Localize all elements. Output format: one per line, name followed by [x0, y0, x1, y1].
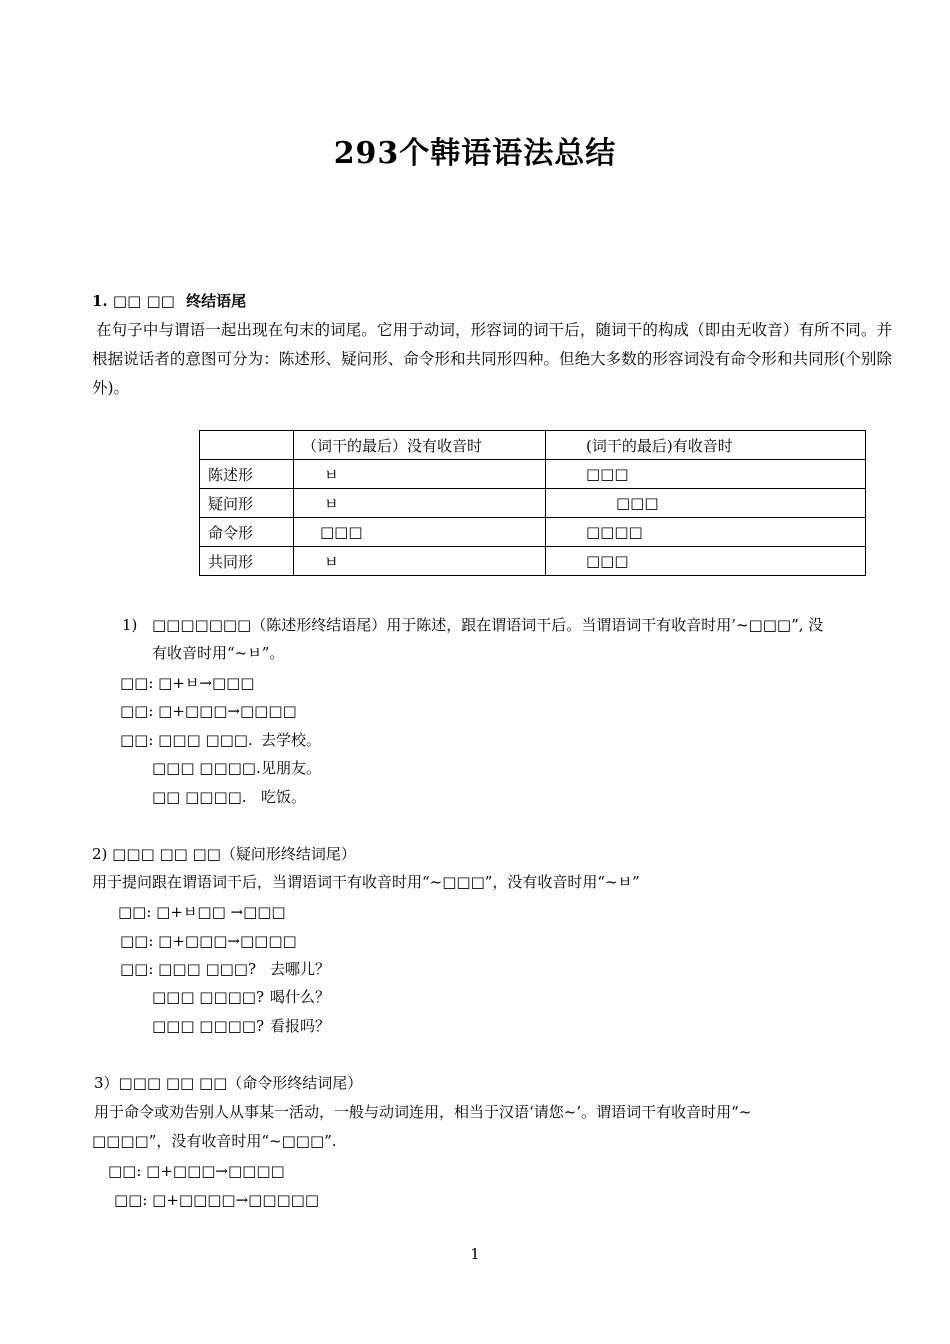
table-row: [200, 460, 866, 489]
table-cell: ㅂ: [294, 460, 546, 489]
table-row: [200, 547, 866, 576]
ending-table: [199, 430, 866, 576]
item2-example-zh: 去哪儿？: [270, 960, 331, 978]
table-cell: 命令形: [200, 518, 294, 547]
section-paragraph: 在句子中与谓语一起出现在句末的词尾。它用于动词，形容词的词干后，随词干的构成（即由无收音）有所不同。并根据说话者的意图可分为：陈述形、疑问形、命令形和共同形四种。但绝大多数的形容词没有命令形和共同形(个别除外)。: [92, 321, 892, 397]
table-cell: □□□: [546, 489, 866, 518]
table-header-cell: [200, 431, 294, 460]
section-heading-zh: 终结语尾: [186, 292, 247, 310]
item2-example: □□: □+□□□→□□□□: [120, 932, 297, 950]
table-header-row: [200, 431, 866, 460]
item2-example-ko: □□□ □□□□?: [152, 988, 265, 1006]
item1-example-zh: 去学校。: [261, 731, 322, 749]
item3-example: □□: □+□□□→□□□□: [108, 1162, 285, 1180]
item2-example-zh: 喝什么？: [270, 988, 331, 1006]
section-heading-ko: □□ □□: [112, 292, 175, 310]
item1-number: 1): [122, 616, 138, 634]
item2-example: □□: □+ㅂ□□ →□□□: [118, 903, 286, 921]
item3-example: □□: □+□□□□→□□□□□: [114, 1191, 320, 1209]
table-cell: 疑问形: [200, 489, 294, 518]
item2-example-ko: □□□ □□□□?: [152, 1017, 265, 1035]
item1-example-zh: 见朋友。: [261, 759, 322, 777]
table-cell: ㅂ: [294, 489, 546, 518]
section-number: 1.: [92, 292, 108, 310]
table-cell: 陈述形: [200, 460, 294, 489]
table-cell: □□□: [546, 460, 866, 489]
table-cell: □□□: [546, 547, 866, 576]
item1-text: □□□□□□□（陈述形终结语尾）用于陈述，跟在谓语词干后。当谓语词干有收音时用’~□□□”, 没: [152, 616, 824, 634]
table-cell: □□□□: [546, 518, 866, 547]
table-header-cell: （词干的最后）没有收音时: [294, 431, 546, 460]
item1-example-ko: □□: □□□ □□□.: [120, 731, 253, 749]
item2-description: 用于提问跟在谓语词干后，当谓语词干有收音时用“~□□□”，没有收音时用“~ㅂ”: [92, 873, 640, 891]
item1-example-ko: □□ □□□□.: [152, 788, 247, 806]
page-title: 293个韩语语法总结: [333, 136, 617, 171]
page-number: 1: [470, 1245, 480, 1263]
table-header-cell: (词干的最后)有收音时: [546, 431, 866, 460]
item2-example-ko: □□: □□□ □□□?: [120, 960, 257, 978]
table-row: [200, 489, 866, 518]
item2-heading: 2) □□□ □□ □□（疑问形终结词尾）: [92, 845, 356, 863]
item2-example-zh: 看报吗？: [270, 1017, 331, 1035]
item1-text-cont: 有收音时用“~ㅂ”。: [152, 644, 285, 662]
item3-description: 用于命令或劝告别人从事某一活动，一般与动词连用，相当于汉语‘请您~’。谓语词干有收音时用“~: [94, 1103, 752, 1121]
item3-heading: 3）□□□ □□ □□（命令形终结词尾）: [94, 1074, 363, 1092]
item1-example-zh: 吃饭。: [261, 788, 307, 806]
table-cell: ㅂ: [294, 547, 546, 576]
table-cell: 共同形: [200, 547, 294, 576]
item1-example: □□: □+□□□→□□□□: [120, 702, 297, 720]
table-cell: □□□: [294, 518, 546, 547]
item3-description-cont: □□□□”，没有收音时用“~□□□”.: [92, 1132, 337, 1150]
item1-example: □□: □+ㅂ→□□□: [120, 674, 255, 692]
item1-example-ko: □□□ □□□□.: [152, 759, 261, 777]
section-heading: [92, 290, 246, 312]
table-row: [200, 518, 866, 547]
